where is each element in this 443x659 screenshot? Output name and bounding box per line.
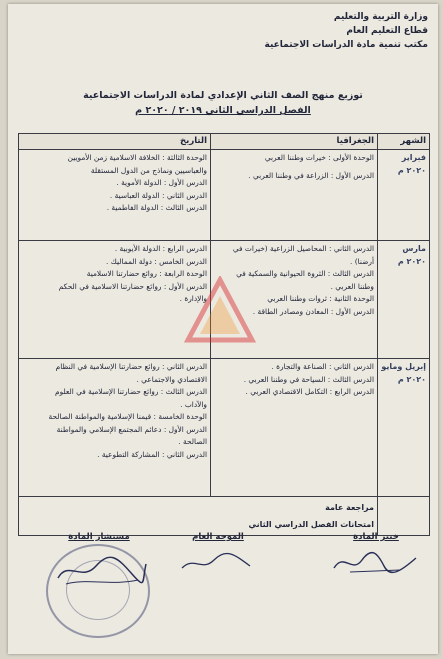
lesson-line: الدرس الأول : روائع حضارتنا الاسلامية في الحكم (58, 281, 207, 291)
lesson-line: الدرس الثاني : الدولة العباسية . (109, 190, 207, 200)
lesson-line: الدرس الثالث : السياحة في وطننا العربي . (243, 374, 374, 384)
signature-advisor-label: مستشار المادة (68, 532, 130, 542)
final-exams: امتحانات الفصل الدراسي الثاني (248, 520, 374, 529)
history-cell (19, 241, 211, 359)
lesson-line: الدرس الثاني : روائع حضارتنا الإسلامية في النظام (55, 362, 207, 371)
month-cell: إبريل ومايو ٢٠٢٠ م (378, 359, 430, 497)
lesson-line: الدرس الأول : الزراعة في وطننا العربي . (248, 170, 374, 180)
document-subtitle: الفصل الدراسي الثاني ٢٠١٩ / ٢٠٢٠ م (135, 105, 311, 116)
lesson-line: الدرس الثالث : الدولة الفاطمية . (106, 203, 207, 212)
header-geography: الجغرافيا (211, 134, 378, 150)
signature-director-label: الموجه العام (192, 532, 244, 542)
signature-expert (336, 532, 416, 542)
lesson-line: الصالحة . (178, 437, 207, 446)
geography-cell (211, 150, 378, 241)
lesson-line: الدرس الأول : دعائم المجتمع الإسلامي والمواطنة (56, 424, 207, 434)
lesson-line: والآداب . (180, 399, 207, 409)
header-history: التاريخ (19, 134, 211, 150)
advisor-signature-scribble (52, 552, 148, 592)
lesson-line: الدرس الأول : الدولة الأموية . (116, 178, 207, 187)
lesson-line: الدرس الرابع : التكامل الاقتصادي العربي . (245, 387, 374, 396)
lesson-line: الدرس الرابع : الدولة الأيوبية . (114, 244, 207, 253)
geography-cell (211, 359, 378, 497)
unit-line: الوحدة الثانية : ثروات وطننا العربي (267, 294, 374, 303)
signature-director (178, 532, 258, 542)
closing-cell (19, 497, 378, 536)
table-header-row (19, 134, 430, 150)
lesson-line: الدرس الخامس : دولة المماليك . (106, 256, 207, 266)
month-cell: مارس ٢٠٢٠ م (378, 241, 430, 359)
document-titles (8, 88, 438, 118)
unit-line: والعباسيين ونماذج من الدول المستقلة (90, 165, 207, 175)
history-cell (19, 359, 211, 497)
lesson-line: الوحدة الأولى : خيرات وطننا العربي (264, 153, 374, 162)
ministry-header (265, 10, 429, 52)
lesson-line: الدرس الثالث : الثروة الحيوانية والسمكية في (236, 269, 374, 278)
lesson-line: وطننا العربي . (330, 281, 374, 291)
month-cell: فبراير ٢٠٢٠ م (378, 150, 430, 241)
unit-line: الوحدة الخامسة : قيمنا الإسلامية والمواطنة الصالحة (48, 412, 207, 421)
lesson-line: أرضنا) . (350, 256, 374, 266)
signature-advisor (56, 532, 142, 542)
lesson-line: الدرس الأول : المعادن ومصادر الطاقة . (252, 306, 374, 316)
sector-name: قطاع التعليم العام (346, 26, 428, 36)
table-row-february (19, 150, 430, 241)
lesson-line: الدرس الثاني : المشاركة التطوعية . (97, 449, 207, 459)
header-month: الشهر (378, 134, 430, 150)
document-page (8, 4, 438, 654)
empty-month-cell (378, 497, 430, 536)
director-signature-scribble (176, 550, 256, 576)
unit-line: الوحدة الثالثة : الخلافة الاسلامية زمن الأمويين (67, 153, 207, 162)
lesson-line: الدرس الثالث : روائع حضارتنا الإسلامية في العلوم (55, 387, 207, 396)
lesson-line: الاقتصادي والاجتماعي . (136, 374, 207, 384)
expert-signature-scribble (330, 548, 420, 578)
general-review: مراجعة عامة (325, 503, 374, 512)
lesson-line: الدرس الثاني : الصناعة والتجارة . (271, 362, 374, 371)
history-cell (19, 150, 211, 241)
signature-expert-label: خبير المادة (353, 532, 399, 542)
lesson-line: الدرس الثاني : المحاصيل الزراعية (خيرات في (232, 244, 374, 253)
document-title: توزيع منهج الصف الثاني الإعدادي لمادة الدراسات الاجتماعية (83, 90, 363, 101)
table-row-closing (19, 497, 430, 536)
office-name: مكتب تنمية مادة الدراسات الاجتماعية (264, 40, 428, 50)
lesson-line: والإدارة . (179, 294, 207, 303)
unit-line: الوحدة الرابعة : روائع حضارتنا الاسلامية (86, 269, 207, 278)
watermark-logo (184, 276, 256, 344)
table-row-april-may (19, 359, 430, 497)
ministry-name: وزارة التربية والتعليم (333, 12, 428, 22)
